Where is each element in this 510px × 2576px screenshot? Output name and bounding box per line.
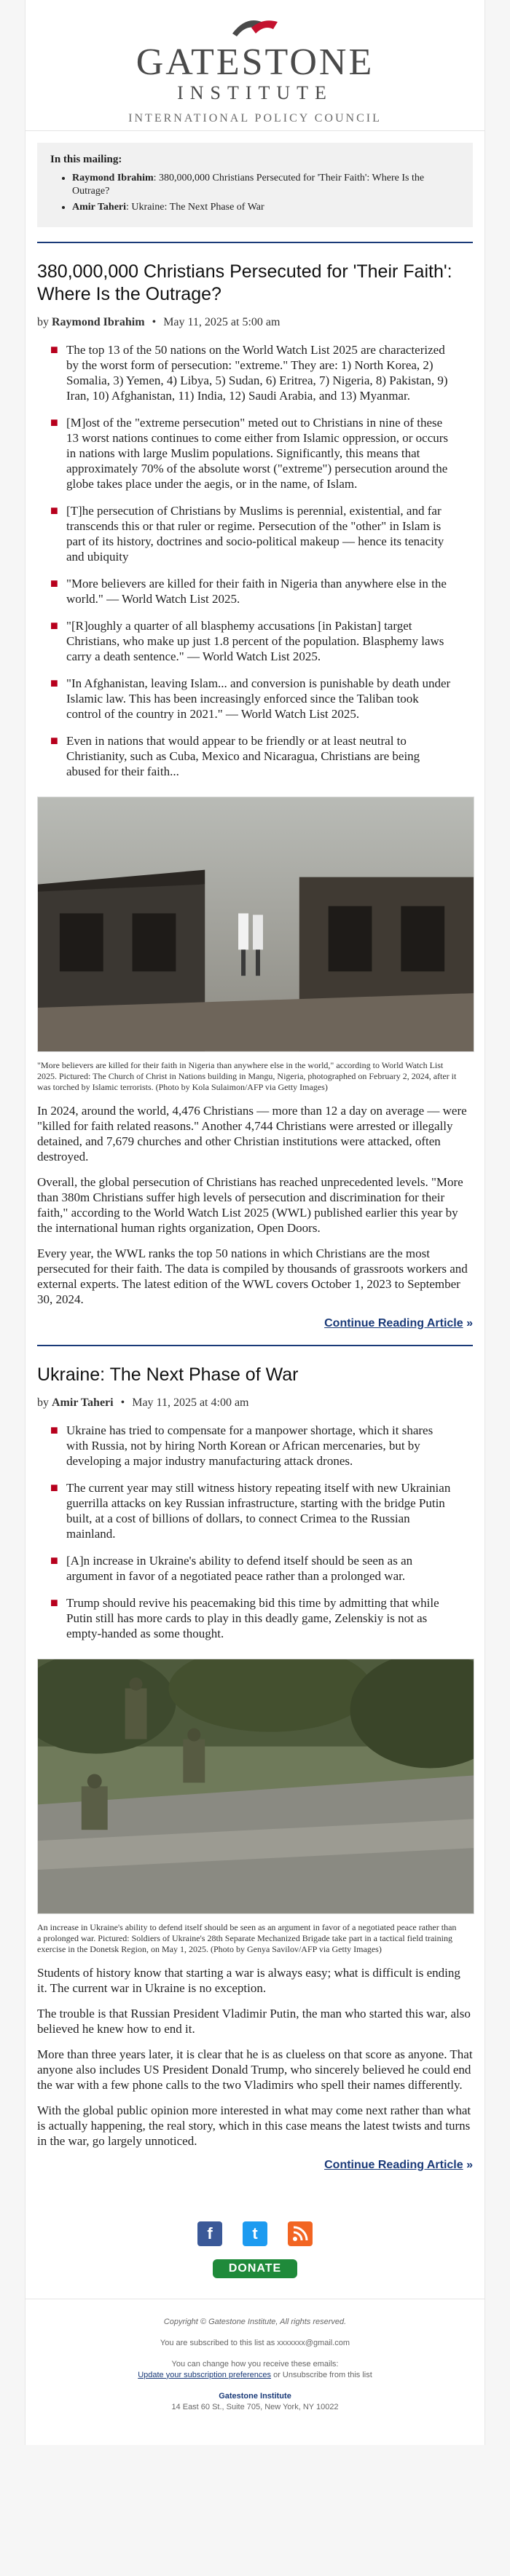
bullet-icon: ■ [50, 576, 58, 590]
article-date: May 11, 2025 at 4:00 am [132, 1396, 249, 1409]
article-paragraph: In 2024, around the world, 4,476 Christians — more than 12 a day on average — were "killed for faith related reasons." Another 4,744 Christians were arrested or illegally detained, and 7,679 churches and other Christian institutions were attacked, often destroyed. [37, 1103, 467, 1163]
facebook-icon[interactable]: f [197, 2221, 222, 2246]
donate-button[interactable]: DONATE [213, 2259, 297, 2278]
subscription-links [37, 2370, 473, 2381]
summary-bullet [37, 503, 473, 564]
mailing-heading: In this mailing: [50, 154, 122, 165]
summary-bullets [37, 1423, 473, 1641]
summary-bullet [37, 1480, 473, 1541]
bullet-text: "In Afghanistan, leaving Islam... and conversion is punishable by death under Islamic law. This has been increasingly enforced since the Taliban took control of the country in 2021." — World Watch List 2025. [66, 676, 451, 721]
donate-wrap [26, 2259, 484, 2278]
article-paragraph: With the global public opinion more interested in what may come next rather than what is actually happening, the real story, which in this case means the latest twists and turns in the war, go largely unnoticed. [37, 2103, 471, 2148]
bullet-icon: ■ [50, 676, 58, 690]
divider [37, 1345, 473, 1346]
article-paragraph: The trouble is that Russian President Vladimir Putin, the man who started this war, also believed he knew how to end it. [37, 2006, 471, 2036]
article-title[interactable]: Ukraine: The Next Phase of War [37, 1364, 299, 1385]
rss-icon[interactable] [288, 2221, 313, 2246]
continue-reading-link[interactable]: Continue Reading Article [324, 2158, 463, 2171]
org-address: 14 East 60 St., Suite 705, New York, NY 10022 [171, 2402, 339, 2411]
byline [37, 1396, 473, 1410]
bullet-text: [A]n increase in Ukraine's ability to defend itself should be seen as an argument in favor of a negotiated peace rather than a prolonged war. [66, 1553, 413, 1583]
bullet-icon: ■ [50, 415, 58, 430]
article [26, 261, 484, 1330]
article-paragraph: Students of history know that starting a war is always easy; what is difficult is ending it. The current war in Ukraine is no exception. [37, 1965, 460, 1995]
footer [26, 2299, 484, 2445]
bullet-icon: ■ [50, 503, 58, 518]
brand-name: GATESTONE [136, 42, 374, 83]
summary-bullet [37, 676, 473, 722]
bullet-text: The current year may still witness history repeating itself with new Ukrainian guerrilla attacks on key Russian infrastructure, starting with the bridge Putin built, at a cost of billions of dollars, to connect Crimea to the Russian mainland. [66, 1480, 451, 1541]
bullet-icon: ■ [50, 1422, 58, 1437]
article [26, 1364, 484, 2172]
article-paragraph: Overall, the global persecution of Christians has reached unprecedented levels. "More than 380m Christians suffer high levels of persecution and discrimination for their faith," according to the World Watch List 2025 (WWL) published earlier this year by the international human rights organization, Open Doors. [37, 1174, 463, 1235]
summary-bullet [37, 733, 473, 779]
author-link[interactable]: Raymond Ibrahim [52, 316, 145, 328]
bullet-text: "[R]oughly a quarter of all blasphemy accusations [in Pakistan] target Christians, who make up just 1.8 percent of the population. Blasphemy laws carry a death sentence." — World Watch List 2025. [66, 619, 444, 663]
continue-reading [37, 2159, 473, 2172]
bullet-icon: ■ [50, 618, 58, 633]
bullet-text: [T]he persecution of Christians by Muslims is perennial, existential, and far transcends this or that ruler or regime. Persecution of the "other" in Islam is part of its history, doctrines and socio-political makeup — hence its tenacity and ubiquity [66, 504, 444, 564]
article-paragraph: Every year, the WWL ranks the top 50 nations in which Christians are the most persecuted for their faith. The data is compiled by thousands of grassroots workers and external experts. The latest edition of the WWL covers October 1, 2023 to September 30, 2024. [37, 1246, 468, 1306]
author-link[interactable]: Amir Taheri [52, 1396, 114, 1409]
bullet-text: "More believers are killed for their faith in Nigeria than anywhere else in the world." — World Watch List 2025. [66, 577, 447, 606]
bullet-icon: ■ [50, 342, 58, 357]
update-preferences-link[interactable]: Update your subscription preferences [138, 2370, 272, 2379]
social-links [26, 2221, 484, 2246]
article-photo-burned-church[interactable] [37, 797, 474, 1052]
article-paragraph: More than three years later, it is clear that he is as clueless on that score as anyone. That anyone also includes US President Donald Trump, who sincerely believed he could end the war with a few phone calls to the two Vladimirs who spell their names differently. [37, 2047, 473, 2092]
byline-dot: • [152, 316, 157, 328]
mailing-item-author: Amir Taheri [72, 202, 127, 213]
copyright [37, 2317, 473, 2328]
byline-by: by [37, 316, 49, 328]
mailing-item-title: : Ukraine: The Next Phase of War [126, 202, 264, 213]
byline-by: by [37, 1396, 49, 1409]
copyright-text: Copyright © Gatestone Institute, All rights reserved. [163, 2317, 347, 2326]
byline-dot: • [120, 1396, 125, 1409]
twitter-icon[interactable]: t [243, 2221, 267, 2246]
org-name [37, 2391, 473, 2402]
summary-bullet [37, 576, 473, 607]
photo-caption: "More believers are killed for their faith in Nigeria than anywhere else in the world," according to World Watch List 2025. Pictured: The Church of Christ in Nations building in Mangu, Nigeria, photographed on February 2, 2024, after it was torched by Islamic terrorists. (Photo by Kola Sulaimon/AFP via Getty Images) [37, 1059, 457, 1092]
mailing-item[interactable] [72, 201, 460, 214]
change-notice: You can change how you receive these emails: [171, 2359, 339, 2368]
mailing-list [50, 172, 460, 214]
mailing-item-author: Raymond Ibrahim [72, 173, 154, 183]
masthead [26, 0, 484, 131]
bullet-icon: ■ [50, 1479, 58, 1495]
continue-reading-link[interactable]: Continue Reading Article [324, 1316, 463, 1330]
photo-caption: An increase in Ukraine's ability to defend itself should be seen as an argument in favor of a negotiated peace rather than a prolonged war. Pictured: Soldiers of Ukraine's 28th Separate Mechanized Brigade take part in a tactical field training exercise in the Donetsk Region, on May 1, 2025. (Photo by Genya Savilov/AFP via Getty Images) [37, 1921, 457, 1954]
bullet-text: Trump should revive his peacemaking bid this time by admitting that while Putin still has more cards to play in this deadly game, Zelenskiy is not as empty-handed as some thought. [66, 1595, 439, 1640]
subscribed-notice: You are subscribed to this list as xxxxxxx@gmail.com [160, 2338, 350, 2347]
email-container [25, 0, 485, 2445]
bullet-icon: ■ [50, 1595, 58, 1610]
summary-bullet [37, 415, 473, 491]
summary-bullet [37, 618, 473, 664]
bullet-text: The top 13 of the 50 nations on the World Watch List 2025 are characterized by the worst form of persecution: "extreme." They are: 1) North Korea, 2) Somalia, 3) Yemen, 4) Libya, 5) Sudan, 6) Eritrea, 7) Nigeria, 8) Pakistan, 9) Iran, 10) Afghanistan, 11) India, 12) Saudi Arabia, and 13) Myanmar. [66, 343, 448, 403]
mailing-item-title: : 380,000,000 Christians Persecuted for 'Their Faith': Where Is the Outrage? [72, 173, 425, 197]
unsubscribe-text[interactable]: or Unsubscribe from this list [271, 2370, 372, 2379]
bullet-icon: ■ [50, 733, 58, 748]
chevron-right-icon: » [466, 2158, 473, 2171]
org-name-text: Gatestone Institute [219, 2391, 291, 2401]
gatestone-logo-icon [230, 15, 280, 39]
bullet-text: Even in nations that would appear to be friendly or at least neutral to Christianity, such as Cuba, Mexico and Nicaragua, Christians are being abused for their faith... [66, 734, 420, 778]
chevron-right-icon: » [466, 1316, 473, 1330]
mailing-summary [37, 143, 473, 227]
summary-bullet [37, 1423, 473, 1469]
summary-bullet [37, 1553, 473, 1584]
brand-tagline: INTERNATIONAL POLICY COUNCIL [128, 112, 382, 125]
byline [37, 316, 473, 329]
rss-glyph [292, 2226, 308, 2242]
article-photo-soldiers[interactable] [37, 1659, 474, 1914]
brand [26, 44, 484, 127]
brand-sub: INSTITUTE [177, 82, 333, 103]
article-title[interactable]: 380,000,000 Christians Persecuted for 'Their Faith': Where Is the Outrage? [37, 261, 452, 304]
continue-reading [37, 1317, 473, 1330]
summary-bullet [37, 342, 473, 403]
mailing-item[interactable] [72, 172, 460, 198]
summary-bullet [37, 1595, 473, 1641]
article-date: May 11, 2025 at 5:00 am [163, 316, 280, 328]
divider [37, 242, 473, 243]
bullet-text: Ukraine has tried to compensate for a manpower shortage, which it shares with Russia, not by hiring North Korean or African mercenaries, but by developing a major industry manufacturing attack drones. [66, 1423, 434, 1468]
bullet-text: [M]ost of the "extreme persecution" meted out to Christians in nine of these 13 worst nations continues to come either from Islamic oppression, or occurs in nations with large Muslim populations. Significantly, this means that approximately 70% of the absolute worst ("extreme") persecution around the globe takes place under the aegis, or in the name, of Islam. [66, 416, 449, 491]
summary-bullets [37, 342, 473, 779]
bullet-icon: ■ [50, 1552, 58, 1568]
